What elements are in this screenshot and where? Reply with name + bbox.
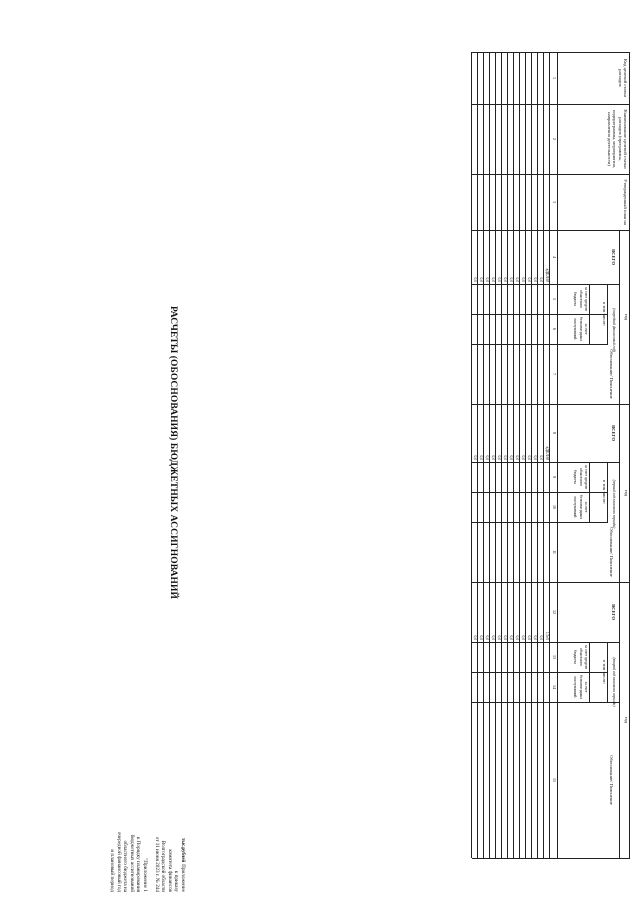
- col-number-8: 8: [552, 432, 557, 434]
- zero-cell: 0,0: [497, 277, 502, 282]
- approval-top-line-2: комитета финансов: [166, 849, 173, 892]
- approval-top-line-0: Приложение: [180, 864, 186, 892]
- col-number-4: 4: [552, 256, 557, 258]
- col-number-9: 9: [552, 476, 557, 478]
- header-year2-label: год: [624, 489, 629, 497]
- zero-cell: 0,0: [479, 635, 484, 640]
- zero-cell: 0,0: [497, 635, 502, 640]
- col-number-7: 7: [552, 373, 557, 375]
- zero-cell: 0,0: [491, 277, 496, 282]
- zero-cell: 0,0: [509, 635, 514, 640]
- zero-cell: 0,0: [515, 455, 520, 460]
- zero-cell: 0,0: [491, 455, 496, 460]
- header-year1-federal: за счет безвозмездных поступлений: [573, 316, 588, 342]
- header-year2-total: ВСЕГО: [611, 425, 616, 441]
- header-year3-period: (второй год планового периода): [612, 657, 616, 707]
- header-year1-regional: за счет средств областного бюджета: [573, 286, 588, 312]
- header-year3-total: ВСЕГО: [611, 604, 616, 620]
- zero-cell: 0,0: [485, 277, 490, 282]
- zero-cell: 0,0: [521, 277, 526, 282]
- zero-cell: 0,0: [515, 277, 520, 282]
- zero-cell: 0,0: [497, 455, 502, 460]
- zero-cell: 0,0: [533, 277, 538, 282]
- zero-cell: 0,0: [539, 277, 544, 282]
- total-year1: #ДЕЛ/0!: [545, 268, 550, 282]
- zero-cell: 0,0: [485, 635, 490, 640]
- table-line: [629, 52, 630, 858]
- col-number-5: 5: [552, 298, 557, 300]
- approval-bottom-line-4: очередной финансовый год: [115, 831, 122, 892]
- zero-cell: 0,0: [539, 635, 544, 640]
- zero-cell: 0,0: [509, 455, 514, 460]
- header-year3-label: год: [624, 716, 629, 724]
- header-col-name: Наименование целевой статьи расходов (программы, подпрограммы, мероприятия, направления деятельности): [606, 109, 628, 169]
- approval-bottom-line-5: и плановый период: [109, 849, 116, 892]
- header-year1-total: ВСЕГО: [611, 249, 616, 265]
- header-year3-incl: в том числе:: [602, 660, 607, 684]
- header-year3-federal: за счет безвозмездных поступлений: [573, 674, 588, 700]
- approval-bottom-line-3: областного бюджета на: [122, 840, 129, 892]
- col-number-11: 11: [552, 550, 557, 554]
- header-year3-justification: Обоснование/ Пояснение: [609, 755, 614, 805]
- header-year2-justification: Обоснование/ Пояснение: [609, 527, 614, 577]
- zero-cell: 0,0: [473, 635, 478, 640]
- header-col-plan: Утвержденный план на: [623, 179, 628, 225]
- header-col-code: Код целевой статьи расходов: [617, 59, 628, 97]
- zero-cell: 0,0: [503, 455, 508, 460]
- table-line: [607, 642, 608, 702]
- approval-bottom-line-1: к Порядку планирования: [135, 836, 142, 892]
- document-title: РАСЧЕТЫ (ОБОСНОВАНИЯ) БЮДЖЕТНЫХ АССИГНОВАНИЙ: [168, 306, 178, 599]
- zero-cell: 0,0: [515, 635, 520, 640]
- header-year1-period: (очередной финансовый год): [612, 308, 616, 352]
- header-year1-justification: Обоснование/ Пояснение: [609, 349, 614, 399]
- col-number-12: 12: [552, 610, 557, 614]
- col-number-10: 10: [552, 505, 557, 509]
- table-line: [607, 462, 608, 522]
- zero-cell: 0,0: [485, 455, 490, 460]
- zero-cell: 0,0: [473, 455, 478, 460]
- zero-cell: 0,0: [539, 455, 544, 460]
- col-number-3: 3: [552, 201, 557, 203]
- zero-cell: 0,0: [503, 635, 508, 640]
- table-line: [472, 522, 608, 523]
- header-year1-incl: в том числе:: [602, 302, 607, 326]
- col-number-1: 1: [552, 77, 557, 79]
- header-year3-regional: за счет средств областного бюджета: [573, 644, 588, 670]
- total-year2: #ДЕЛ/0!: [545, 446, 550, 460]
- zero-cell: 0,0: [527, 635, 532, 640]
- col-number-13: 13: [552, 655, 557, 659]
- unit-label: тыс.рублей: [180, 838, 185, 863]
- col-number-6: 6: [552, 328, 557, 330]
- zero-cell: 0,0: [473, 277, 478, 282]
- table-line: [589, 462, 590, 522]
- zero-cell: 0,0: [527, 277, 532, 282]
- table-line: [472, 858, 630, 859]
- approval-bottom-lines: [108, 782, 148, 892]
- approval-bottom-line-2: бюджетных ассигнований: [128, 834, 135, 892]
- table-line: [619, 230, 620, 858]
- zero-cell: 0,0: [503, 277, 508, 282]
- zero-cell: 0,0: [479, 455, 484, 460]
- col-number-15: 15: [552, 778, 557, 782]
- table-line: [607, 284, 608, 344]
- approval-top-line-1: к приказу: [173, 870, 180, 892]
- approval-top-line-3: Волгоградской области: [160, 840, 167, 892]
- table-line: [557, 52, 558, 858]
- header-year2-incl: в том числе:: [602, 480, 607, 504]
- zero-cell: 0,0: [479, 277, 484, 282]
- table-line: [589, 284, 590, 344]
- approval-bottom-line-0: "Приложение 1: [142, 858, 149, 892]
- table-line: [620, 858, 630, 859]
- zero-cell: 0,0: [533, 635, 538, 640]
- total-year3: 1,5e5: [545, 631, 550, 640]
- zero-cell: 0,0: [527, 455, 532, 460]
- header-year2-federal: за счет безвозмездных поступлений: [573, 494, 588, 520]
- col-number-14: 14: [552, 685, 557, 689]
- zero-cell: 0,0: [521, 455, 526, 460]
- zero-cell: 0,0: [533, 455, 538, 460]
- header-year2-regional: за счет средств областного бюджета: [573, 464, 588, 490]
- table-line: [472, 344, 608, 345]
- header-year2-period: (первый год планового периода): [612, 479, 616, 529]
- header-year1-label: год: [624, 313, 629, 321]
- zero-cell: 0,0: [509, 277, 514, 282]
- zero-cell: 0,0: [491, 635, 496, 640]
- approval-top-line-4: от 11 июня 2023 г. № 244: [153, 836, 160, 892]
- table-line: [589, 642, 590, 702]
- zero-cell: 0,0: [521, 635, 526, 640]
- col-number-2: 2: [552, 138, 557, 140]
